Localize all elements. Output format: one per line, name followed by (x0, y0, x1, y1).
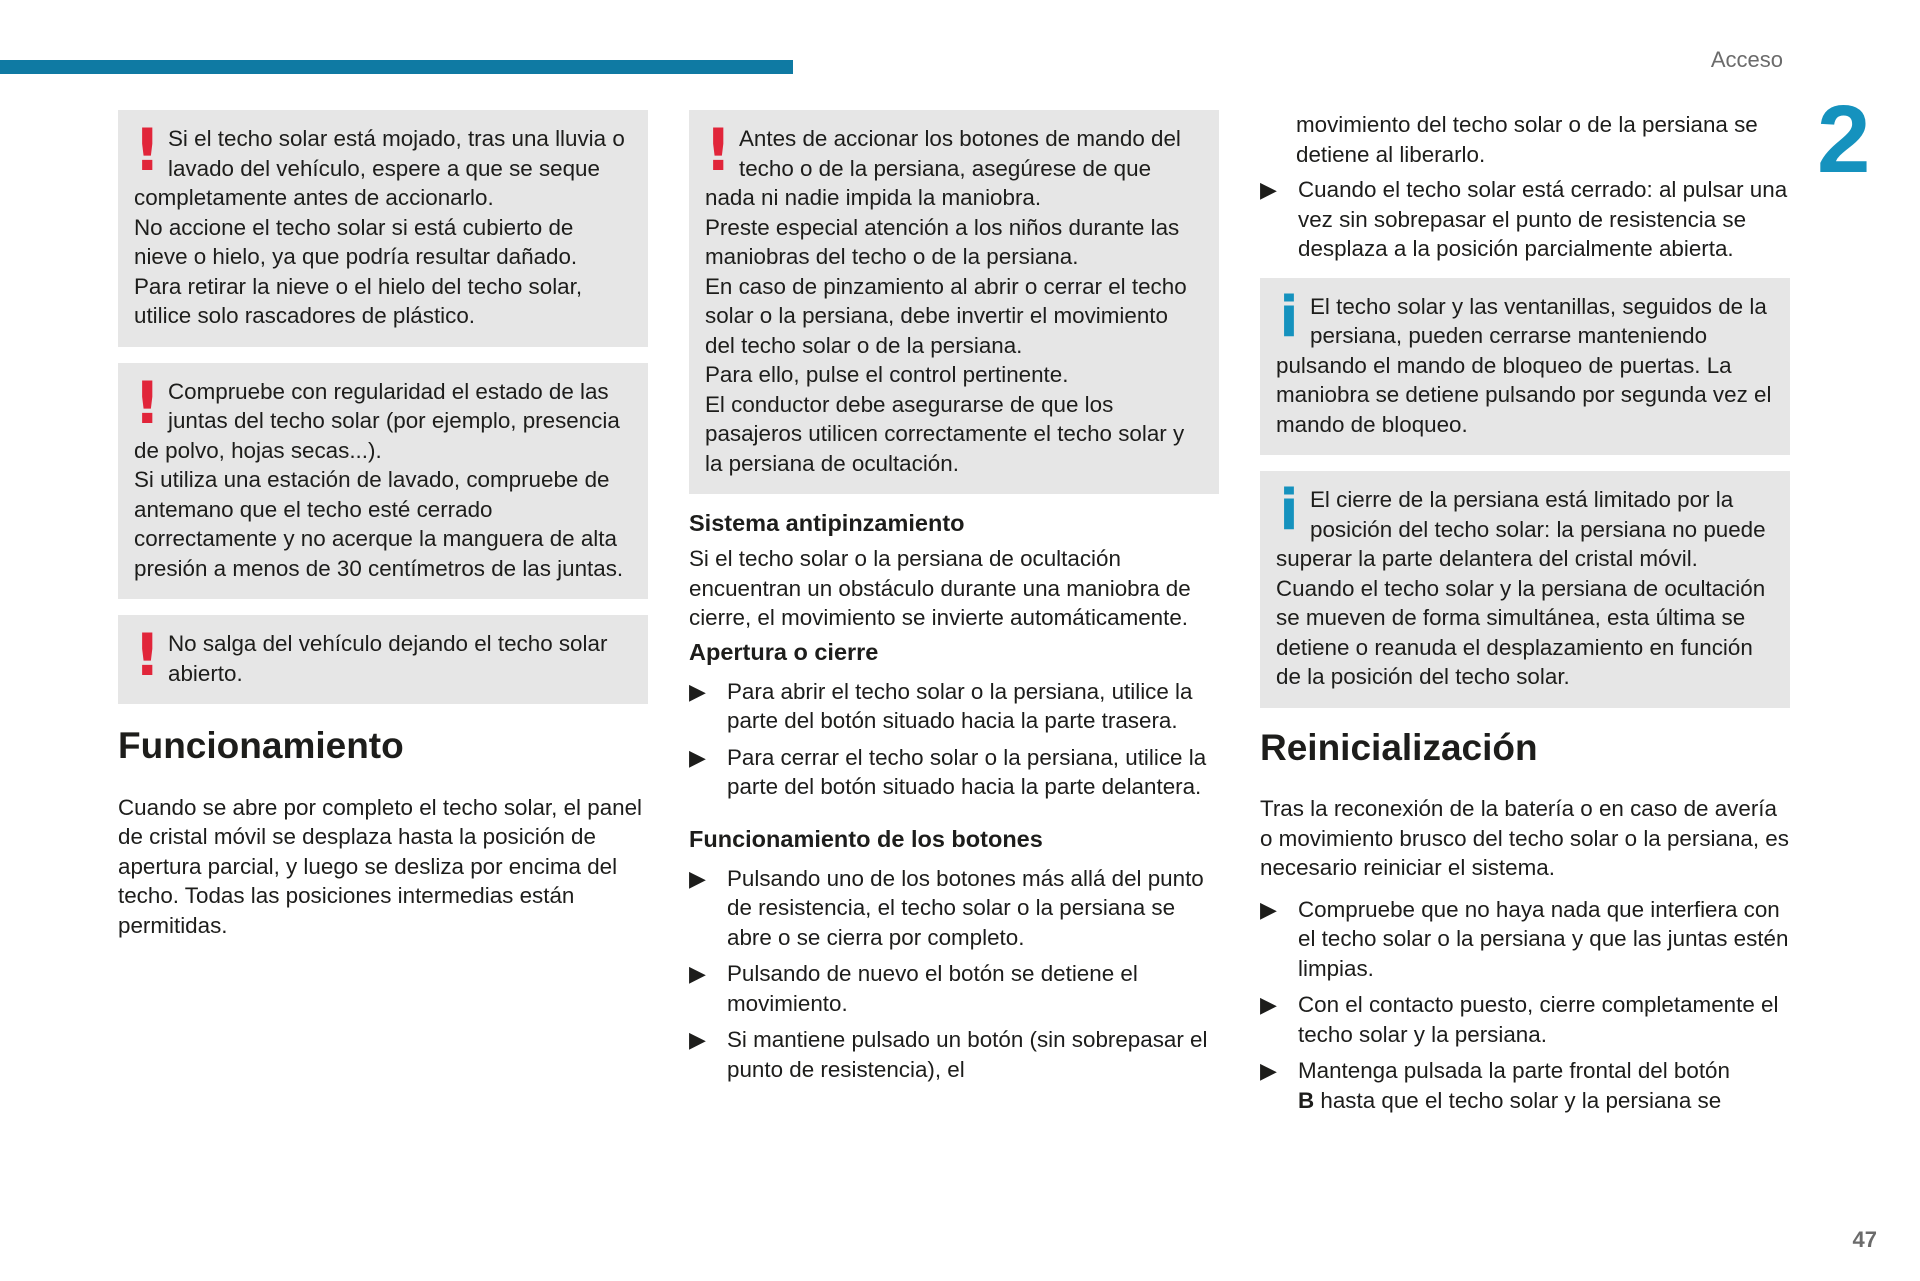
paragraph-reinicializacion: Tras la reconexión de la batería o en caso de avería o movimiento brusco del techo solar o la persiana, es necesario reiniciar el sistema. (1260, 796, 1789, 881)
warning-box-seals (118, 363, 648, 600)
heading-antipinzamiento: Sistema antipinzamiento (689, 510, 965, 536)
info-text: El cierre de la persiana está limitado por la posición del techo solar: la persiana no puede superar la parte delantera del cristal móvil. (1276, 487, 1766, 571)
arrow-bullet-icon: ▶ (689, 1027, 706, 1052)
warning-box-operation (689, 110, 1219, 494)
arrow-bullet-icon: ▶ (1260, 992, 1277, 1018)
warning-text: Preste especial atención a los niños durante las maniobras del techo o de la persiana. (705, 214, 1180, 269)
steps-reinicializacion (1260, 895, 1790, 1116)
steps-closed-roof (1260, 175, 1790, 264)
warning-box-wet-roof (118, 110, 648, 347)
button-label-b: B (1298, 1087, 1315, 1113)
heading-botones: Funcionamiento de los botones (689, 825, 1043, 852)
warning-text: Si el techo solar está mojado, tras una lluvia o lavado del vehículo, espere a que se seque completamente antes de accionarlo. (134, 126, 625, 210)
warning-text: Para ello, pulse el control pertinente. (705, 362, 1069, 387)
warning-icon: ! (134, 621, 161, 689)
continued-step-text: movimiento del techo solar o de la persiana se detiene al liberarlo. (1296, 112, 1758, 167)
info-icon: i (1279, 478, 1299, 543)
column-left (118, 110, 648, 952)
chapter-number: 2 (1817, 86, 1871, 193)
arrow-bullet-icon: ▶ (689, 744, 706, 770)
list-item: ▶ Pulsando de nuevo el botón se detiene el movimiento. (689, 961, 1138, 1016)
list-item: ▶ Para cerrar el techo solar o la persiana, utilice la parte del botón situado hacia la parte delantera. (689, 744, 1207, 799)
header-accent-bar (0, 60, 793, 74)
warning-box-leave-vehicle (118, 615, 648, 704)
arrow-bullet-icon: ▶ (1260, 896, 1277, 922)
list-item: ▶ Con el contacto puesto, cierre completamente el techo solar y la persiana. (1260, 992, 1779, 1047)
page-number: 47 (1852, 1227, 1877, 1252)
warning-text: No salga del vehículo dejando el techo solar abierto. (168, 631, 608, 686)
warning-text: No accione el techo solar si está cubierto de nieve o hielo, ya que podría resultar dañado. (134, 214, 578, 269)
paragraph-antipinzamiento: Si el techo solar o la persiana de ocultación encuentran un obstáculo durante una maniobra de cierre, el movimiento se invierte automáticamente. (689, 546, 1191, 630)
steps-botones (689, 864, 1219, 1085)
arrow-bullet-icon: ▶ (1260, 1058, 1277, 1084)
warning-text: Compruebe con regularidad el estado de las juntas del techo solar (por ejemplo, presencia de polvo, hojas secas...). (134, 378, 620, 463)
heading-funcionamiento: Funcionamiento (118, 725, 404, 766)
info-text: El techo solar y las ventanillas, seguidos de la persiana, pueden cerrarse manteniendo pulsando el mando de bloqueo de puertas. La maniobra se detiene pulsando por segunda vez el mando de bloqueo. (1276, 293, 1772, 437)
warning-text: Para retirar la nieve o el hielo del techo solar, utilice solo rascadores de plástico. (134, 273, 583, 328)
warning-text: En caso de pinzamiento al abrir o cerrar el techo solar o la persiana, debe invertir el movimiento del techo solar o de la persiana. (705, 273, 1187, 358)
list-item: ▶ Pulsando uno de los botones más allá del punto de resistencia, el techo solar o la persiana se abre o se cierra por completo. (689, 865, 1204, 950)
info-icon: i (1279, 284, 1299, 350)
list-item: ▶ Si mantiene pulsado un botón (sin sobrepasar el punto de resistencia), el (689, 1027, 1208, 1082)
list-item: ▶ Para abrir el techo solar o la persiana, utilice la parte del botón situado hacia la parte trasera. (689, 678, 1193, 733)
arrow-bullet-icon: ▶ (689, 865, 706, 891)
heading-reinicializacion: Reinicialización (1260, 726, 1538, 768)
list-item: ▶ Cuando el techo solar está cerrado: al pulsar una vez sin sobrepasar el punto de resistencia se desplaza a la posición parcialmente abierta. (1260, 177, 1788, 261)
warning-icon: ! (134, 116, 161, 184)
info-box-lock-closing (1260, 278, 1790, 456)
section-title: Acceso (1710, 47, 1783, 72)
arrow-bullet-icon: ▶ (1260, 177, 1277, 202)
warning-text: Antes de accionar los botones de mando del techo o de la persiana, asegúrese de que nada ni nadie impida la maniobra. (705, 126, 1181, 210)
warning-icon: ! (134, 368, 161, 437)
warning-text: El conductor debe asegurarse de que los pasajeros utilicen correctamente el techo solar y la persiana de ocultación. (705, 391, 1185, 476)
warning-text: Si utiliza una estación de lavado, compruebe de antemano que el techo esté cerrado correctamente y no acerque la manguera de alta presión a menos de 30 centímetros de las juntas. (134, 467, 624, 581)
steps-apertura (689, 677, 1219, 802)
arrow-bullet-icon: ▶ (689, 678, 706, 704)
column-right (1260, 110, 1790, 1137)
info-text: Cuando el techo solar y la persiana de ocultación se mueven de forma simultánea, esta última se detiene o reanuda el desplazamiento en función de la posición del techo solar. (1276, 575, 1766, 689)
arrow-bullet-icon: ▶ (689, 961, 706, 986)
column-middle (689, 110, 1219, 1106)
heading-apertura: Apertura o cierre (689, 638, 879, 665)
warning-icon: ! (705, 116, 732, 184)
info-box-blind-limit (1260, 471, 1790, 708)
list-item: ▶ Mantenga pulsada la parte frontal del botón B hasta que el techo solar y la persiana se (1260, 1058, 1730, 1113)
list-item: ▶ Compruebe que no haya nada que interfiera con el techo solar o la persiana y que las juntas estén limpias. (1260, 896, 1789, 981)
paragraph-funcionamiento: Cuando se abre por completo el techo solar, el panel de cristal móvil se desplaza hasta la posición de apertura parcial, y luego se desliza por encima del techo. Todas las posiciones intermedias están permitidas. (118, 794, 643, 938)
